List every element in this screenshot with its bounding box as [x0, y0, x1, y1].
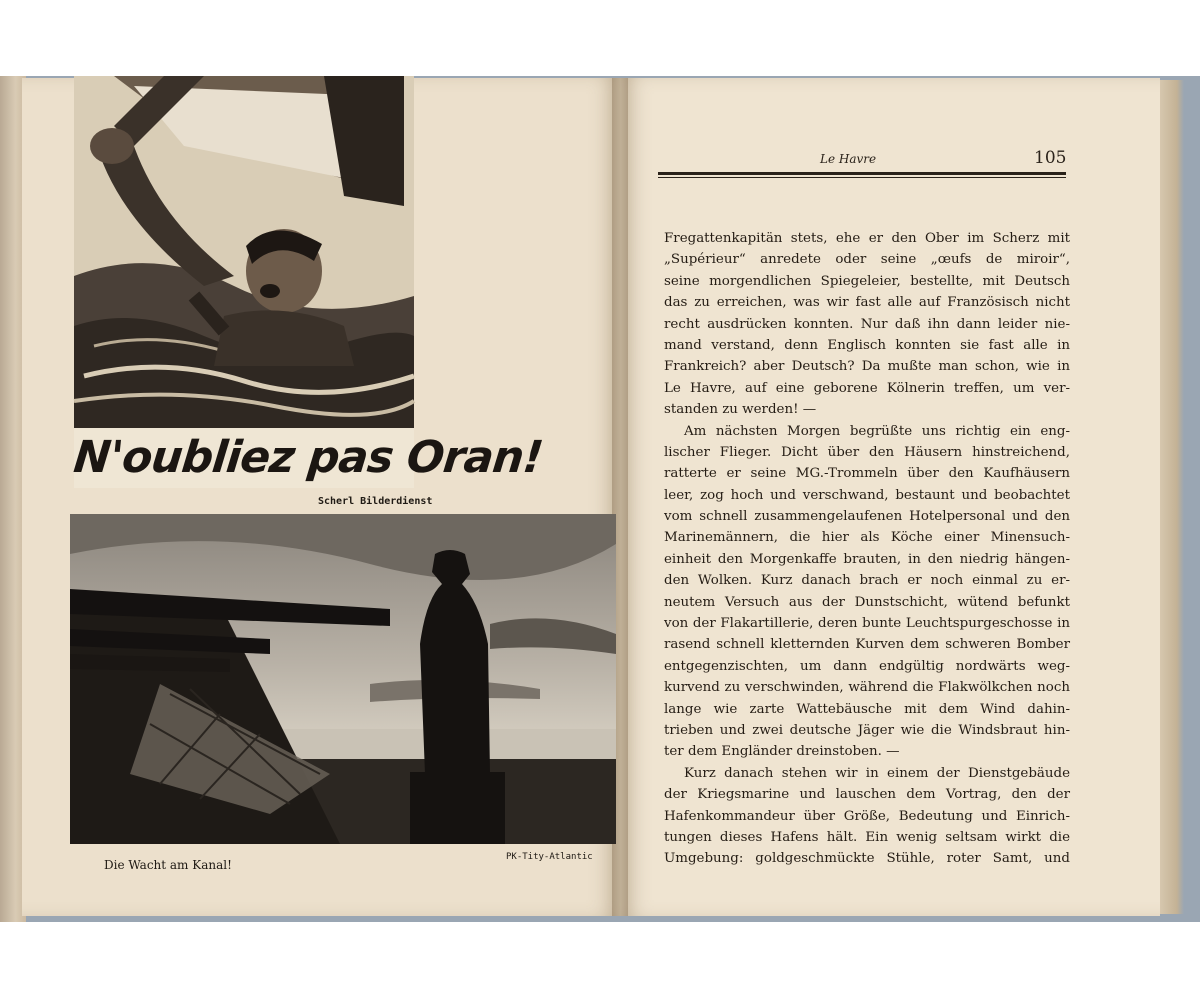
text-line: Marinemännern, die hier als Köche einer Minensuch- [664, 530, 1070, 546]
text-line: Fregattenkapitän stets, ehe er den Ober im Scherz mit [664, 231, 1070, 246]
header-rule-thin [658, 177, 1066, 178]
coastal-gun-photo [70, 514, 616, 844]
text-line: der Kriegsmarine und lauschen dem Vortrag, den der [664, 787, 1070, 803]
text-line: lischer Flieger. Dicht über den Häusern hinstreichend, [664, 444, 1070, 460]
photo-caption: Die Wacht am Kanal! [104, 858, 232, 872]
body-text [664, 228, 1070, 870]
page-number: 105 [1034, 148, 1067, 168]
text-line: Frankreich? aber Deutsch? Da mußte man schon, wie in [664, 359, 1070, 375]
text-line: ratterte er seine MG.-Trommeln über den Kaufhäusern [664, 466, 1070, 482]
text-line: das zu erreichen, was wir fast alle auf Französisch nicht [664, 295, 1070, 311]
text-line: „Supérieur“ anredete oder seine „œufs de miroir“, [664, 252, 1070, 268]
text-line: lange wie zarte Wattebäusche mit dem Wind dahin- [664, 701, 1070, 717]
text-line: entgegenzischten, um dann endgültig nordwärts weg- [664, 658, 1070, 674]
photo-credit: PK-Tity-Atlantic [506, 852, 593, 862]
text-line: tungen dieses Hafens hält. Ein wenig seltsam wirkt die [664, 829, 1070, 845]
text-line: kurvend zu verschwinden, während die Flakwölkchen noch [664, 680, 1070, 696]
photo-illustration [70, 514, 616, 844]
text-line: den Wolken. Kurz danach brach er noch einmal zu er- [664, 573, 1070, 589]
text-line: mand verstand, denn Englisch konnten sie fast alle in [664, 337, 1070, 353]
text-line: Hafenkommandeur über Größe, Bedeutung und Einrich- [664, 808, 1070, 824]
text-line: Umgebung: goldgeschmückte Stühle, roter Samt, und [664, 851, 1070, 867]
poster-slogan: N'oubliez pas Oran! [71, 432, 545, 483]
text-line: vom schnell zusammengelaufenen Hotelpersonal und den [664, 509, 1070, 525]
text-line: von der Flakartillerie, deren bunte Leuchtspurgeschosse in [664, 616, 1070, 632]
poster-credit: Scherl Bilderdienst [318, 496, 433, 507]
text-line: standen zu werden! — [664, 402, 817, 418]
text-line: Kurz danach stehen wir in einem der Dienstgebäude [684, 765, 1070, 781]
text-line: rasend schnell kletternden Kurven dem schweren Bomber [664, 637, 1070, 653]
right-page-edge [1160, 80, 1184, 914]
propaganda-poster [71, 76, 545, 488]
running-head: Le Havre [820, 152, 877, 166]
text-line: seine morgendlichen Spiegeleier, bestellte, mit Deutsch [664, 273, 1070, 289]
header-rule [658, 172, 1066, 175]
poster-illustration [74, 76, 414, 488]
text-line: ter dem Engländer dreinstoben. — [664, 744, 900, 760]
text-line: trieben und zwei deutsche Jäger wie die Windsbraut hin- [664, 722, 1070, 738]
text-line: leer, zog hoch und verschwand, bestaunt und beobachtet [664, 487, 1070, 503]
text-line: Am nächsten Morgen begrüßte uns richtig ein eng- [684, 423, 1070, 439]
text-line: einheit den Morgenkaffe brauten, in den niedrig hängen- [664, 551, 1070, 567]
text-line: neutem Versuch aus der Dunstschicht, wütend befunkt [664, 594, 1070, 610]
text-line: Le Havre, auf eine geborene Kölnerin treffen, um ver- [664, 380, 1070, 396]
text-line: recht ausdrücken konnten. Nur daß ihn dann leider nie- [664, 316, 1070, 332]
